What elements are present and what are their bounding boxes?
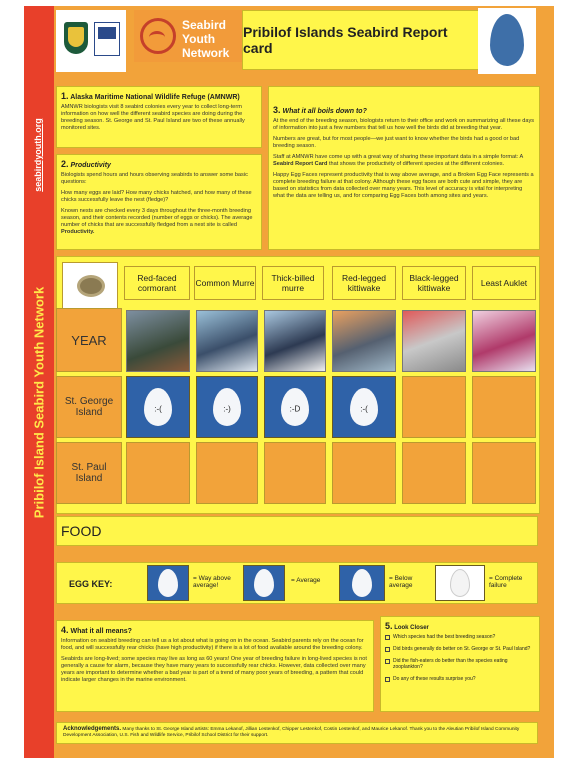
- species-header-3: Thick-billed murre: [262, 266, 324, 300]
- species-header-5: Black-legged kittiwake: [402, 266, 466, 300]
- section-4-p1: Information on seabird breeding can tell us a lot about what is going on in the ocean. Seabird parents rely on the ocean for food, and will successfully rear chicks (have high productivity) if there is a lot of food available around the breeding colony.: [61, 638, 364, 651]
- st-paul-cell-2: [196, 442, 258, 504]
- st-george-egg-1: [126, 376, 190, 438]
- key-egg-below: [339, 565, 385, 601]
- section-2-heading: Productivity: [70, 162, 111, 169]
- ack-text: Many thanks to St. George Island artists: Emma Lekanof, Jillian Lestenkof, Chipper Lestenkof, Costin Lestenkof, and Maurice Lekanof. Thank you to the Aleutian Pribilof Island Community Development Association, U.S. Fish and Wildlife Service, Pribilof School District for their support.: [63, 727, 520, 738]
- section-4-heading: What it all means?: [70, 628, 132, 635]
- st-george-egg-4: [332, 376, 396, 438]
- thick-billed-murre-image: [264, 310, 326, 372]
- checkbox-icon[interactable]: [385, 635, 390, 640]
- section-5-number: 5.: [385, 621, 393, 631]
- section-productivity: [56, 154, 262, 250]
- key-egg-happy: [147, 565, 189, 601]
- row-label-st-george: St. George Island: [56, 376, 122, 438]
- key-label-average: = Average: [291, 577, 321, 584]
- species-header-6: Least Auklet: [472, 266, 536, 300]
- egg-face-1: :-(: [154, 404, 162, 414]
- egg-face-3: :-D: [289, 404, 301, 414]
- black-legged-kittiwake-image: [402, 310, 466, 372]
- key-label-above: = Way above average!: [193, 575, 231, 589]
- section-3-p3b: that shows the productivity of different species at the different colonies.: [328, 161, 505, 167]
- section-2-p3: Known nests are checked every 3 days throughout the three-month breeding season, and their contents recorded (number of eggs or chicks). The average number of chicks that are successfully fledged from a nest site is called: [61, 208, 253, 228]
- section-look-closer: [380, 616, 540, 712]
- species-header-4: Red-legged kittiwake: [332, 266, 396, 300]
- section-4-number: 4.: [61, 625, 69, 635]
- syn-brand-text: Seabird Youth Network: [182, 18, 230, 60]
- section-2-number: 2.: [61, 159, 69, 169]
- nest-icon: [77, 275, 105, 297]
- st-paul-cell-4: [332, 442, 396, 504]
- section-3-p1: At the end of the breeding season, biologists return to their office and work on summarizing all these days of information into just a few numbers that tell us how well the birds did at breeding that year.: [273, 118, 535, 131]
- least-auklet-image: [472, 310, 536, 372]
- seabird-logo-icon: [140, 18, 176, 54]
- section-3-p4: Happy Egg Faces represent productivity that is way above average, and a Broken Egg Face represents a complete breeding failure at that colony. Although these egg faces are both cute and simple, they are based on statistics from data collected over many years. This level of accuracy is vital for interpreting what the data are telling us, and for comparing Egg Faces both among sites and years.: [273, 172, 534, 199]
- section-4-p2: Seabirds are long-lived; some species may live as long as 60 years! One year of breeding failure in long-lived species is not generally a cause for alarm, because they have many years to successfully rear chicks. However, data collected over many years are important to determine whether a bad year is part of a trend of many poor years of breeding, a pattern that could indicate larger changes in the marine environment.: [61, 656, 367, 683]
- section-1-number: 1.: [61, 91, 69, 101]
- section-boils-down: [268, 86, 540, 250]
- question-1[interactable]: Which species had the best breeding season?: [385, 634, 535, 640]
- st-paul-cell-3: [264, 442, 326, 504]
- usfws-logo-icon: [64, 22, 88, 54]
- question-4[interactable]: Do any of these results surprise you?: [385, 676, 535, 682]
- key-egg-average: [243, 565, 285, 601]
- section-3-p2: Numbers are great, but for most people—we just want to know whether the birds had a good or bad breeding season.: [273, 136, 520, 149]
- nest-image: [62, 262, 118, 310]
- section-5-heading: Look Closer: [394, 625, 429, 631]
- checkbox-icon[interactable]: [385, 647, 390, 652]
- egg-face-4: :-(: [360, 404, 368, 414]
- key-label-below: = Below average: [389, 575, 413, 589]
- section-2-p2: How many eggs are laid? How many chicks hatched, and how many of these chicks successfully leave the nest (fledge)?: [61, 190, 252, 203]
- row-label-year: YEAR: [56, 308, 122, 372]
- food-row: FOOD: [56, 516, 538, 546]
- section-2-p1: Biologists spend hours and hours observing seabirds to answer some basic questions:: [61, 172, 248, 185]
- decorated-egg-image: [478, 8, 536, 74]
- egg-key-label: EGG KEY:: [69, 579, 113, 589]
- checkbox-icon[interactable]: [385, 677, 390, 682]
- checkbox-icon[interactable]: [385, 659, 390, 664]
- section-3-number: 3.: [273, 105, 281, 115]
- syn-logo: [134, 10, 244, 62]
- egg-key: [56, 562, 538, 604]
- section-3-heading: What it all boils down to?: [282, 108, 367, 115]
- st-george-cell-5: [402, 376, 466, 438]
- page-title: Pribilof Islands Seabird Report card: [242, 10, 480, 70]
- question-2[interactable]: Did birds generally do better on St. George or St. Paul Island?: [385, 646, 535, 652]
- species-header-1: Red-faced cormorant: [124, 266, 190, 300]
- st-paul-cell-5: [402, 442, 466, 504]
- section-3-p3-bold: Seabird Report Card: [273, 161, 328, 167]
- key-label-failure: = Complete failure: [489, 575, 523, 589]
- sidebar-url[interactable]: seabirdyouth.org: [33, 118, 43, 192]
- agency-logos: [56, 10, 126, 72]
- row-label-st-paul: St. Paul Island: [56, 442, 122, 504]
- st-george-cell-6: [472, 376, 536, 438]
- section-what-it-means: [56, 620, 374, 712]
- section-3-p3a: Staff at AMNWR have come up with a great way of sharing these important data in a simple format: A: [273, 154, 523, 160]
- key-egg-failure: [435, 565, 485, 601]
- acknowledgements: [56, 722, 538, 744]
- red-faced-cormorant-image: [126, 310, 190, 372]
- section-1-text: AMNWR biologists visit 8 seabird colonies every year to collect long-term information on how well the different seabird species are doing during the breeding season. St. George and St. Paul Island are two of these annually monitored sites.: [61, 104, 245, 131]
- species-header-2: Common Murre: [194, 266, 256, 300]
- section-1-heading: Alaska Maritime National Wildlife Refuge (AMNWR): [70, 94, 240, 101]
- st-paul-cell-1: [126, 442, 190, 504]
- question-3[interactable]: Did the fish-eaters do better than the species eating zooplankton?: [385, 658, 535, 670]
- egg-face-2: :-): [223, 404, 231, 414]
- red-legged-kittiwake-image: [332, 310, 396, 372]
- st-george-egg-3: [264, 376, 326, 438]
- refuge-system-logo-icon: [94, 22, 120, 56]
- ack-label: Acknowledgements.: [63, 726, 122, 732]
- st-paul-cell-6: [472, 442, 536, 504]
- st-george-egg-2: [196, 376, 258, 438]
- section-2-p3-bold: Productivity.: [61, 229, 95, 235]
- section-amnwr: [56, 86, 262, 148]
- sidebar-network-name: Pribilof Island Seabird Youth Network: [31, 286, 47, 519]
- common-murre-image: [196, 310, 258, 372]
